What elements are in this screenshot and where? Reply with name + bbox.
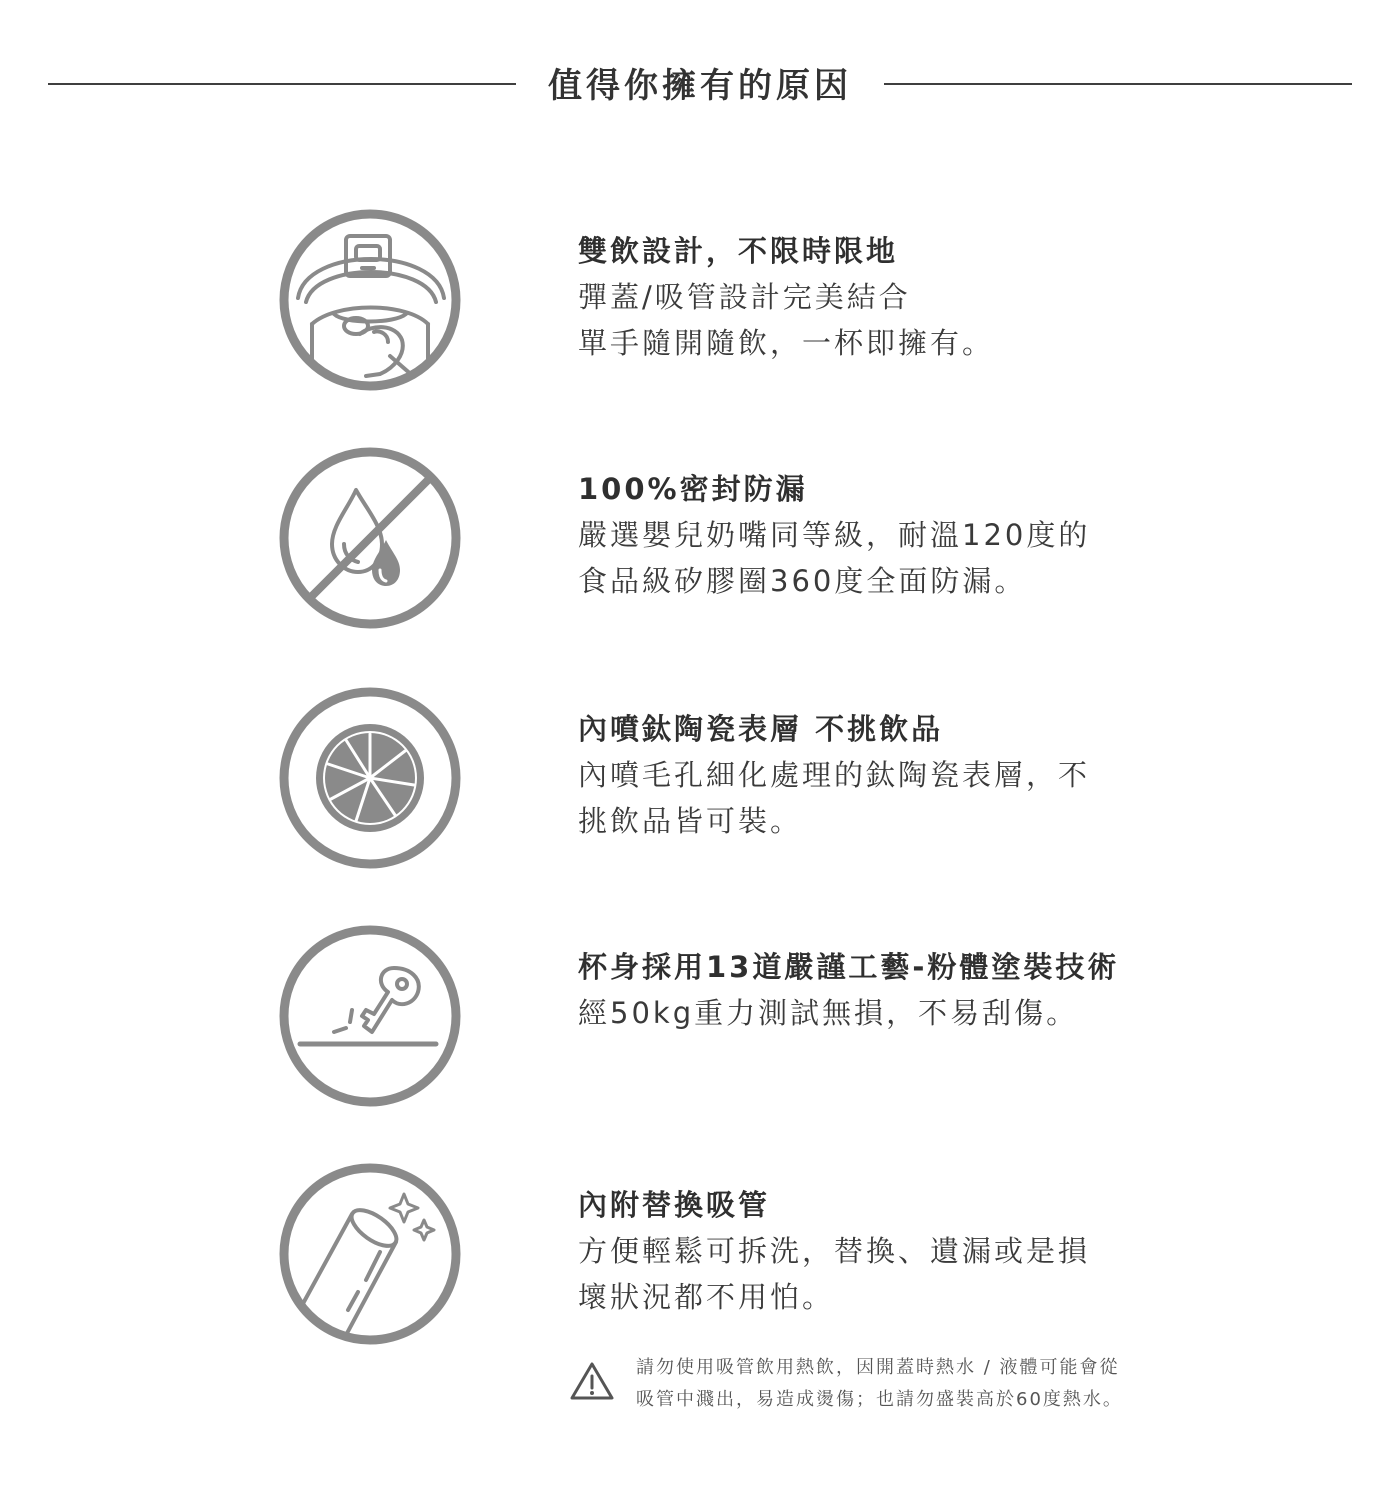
feature-item-powder-coating [0, 922, 1400, 1122]
feature-description-line: 單手隨開隨飲，一杯即擁有。 [578, 326, 995, 360]
feature-text [578, 466, 1178, 604]
feature-item-replacement-straw [0, 1160, 1400, 1360]
feature-title: 內噴鈦陶瓷表層 不挑飲品 [578, 712, 944, 746]
feature-text [578, 228, 1178, 366]
warning-triangle-icon [568, 1360, 616, 1404]
feature-text [578, 944, 1178, 1036]
citrus-slice-icon [276, 684, 464, 872]
warning-text-line: 吸管中濺出，易造成燙傷；也請勿盛裝高於60度熱水。 [636, 1389, 1123, 1410]
feature-title: 雙飲設計，不限時限地 [578, 234, 899, 268]
feature-title: 內附替換吸管 [578, 1188, 771, 1222]
feature-text [578, 706, 1178, 844]
finger-lid-icon [276, 206, 464, 394]
feature-description-line: 內噴毛孔細化處理的鈦陶瓷表層，不 [578, 758, 1091, 792]
section-header [0, 48, 1400, 118]
straw-sparkle-icon [276, 1160, 464, 1348]
feature-description-line: 挑飲品皆可裝。 [578, 804, 803, 838]
feature-item-ceramic-coating [0, 684, 1400, 884]
feature-description-line: 經50kg重力測試無損，不易刮傷。 [578, 996, 1079, 1030]
warning-text [636, 1352, 1176, 1416]
warning-text-line: 請勿使用吸管飲用熱飲，因開蓋時熱水 / 液體可能會從 [636, 1357, 1120, 1378]
key-scratch-icon [276, 922, 464, 1110]
feature-description-line: 彈蓋/吸管設計完美結合 [578, 280, 911, 314]
warning-note [568, 1352, 1168, 1416]
section-title: 值得你擁有的原因 [548, 66, 852, 106]
feature-item-dual-drink [0, 206, 1400, 406]
header-divider-left [48, 83, 516, 85]
feature-title: 杯身採用13道嚴謹工藝-粉體塗裝技術 [578, 950, 1120, 984]
feature-title: 100%密封防漏 [578, 472, 808, 506]
feature-description-line: 壞狀況都不用怕。 [578, 1280, 835, 1314]
feature-description-line: 食品級矽膠圈360度全面防漏。 [578, 564, 1027, 598]
no-leak-icon [276, 444, 464, 632]
header-divider-right [884, 83, 1352, 85]
feature-text [578, 1182, 1178, 1320]
feature-item-leak-proof [0, 444, 1400, 644]
feature-description-line: 嚴選嬰兒奶嘴同等級，耐溫120度的 [578, 518, 1091, 552]
feature-description-line: 方便輕鬆可拆洗，替換、遺漏或是損 [578, 1234, 1091, 1268]
